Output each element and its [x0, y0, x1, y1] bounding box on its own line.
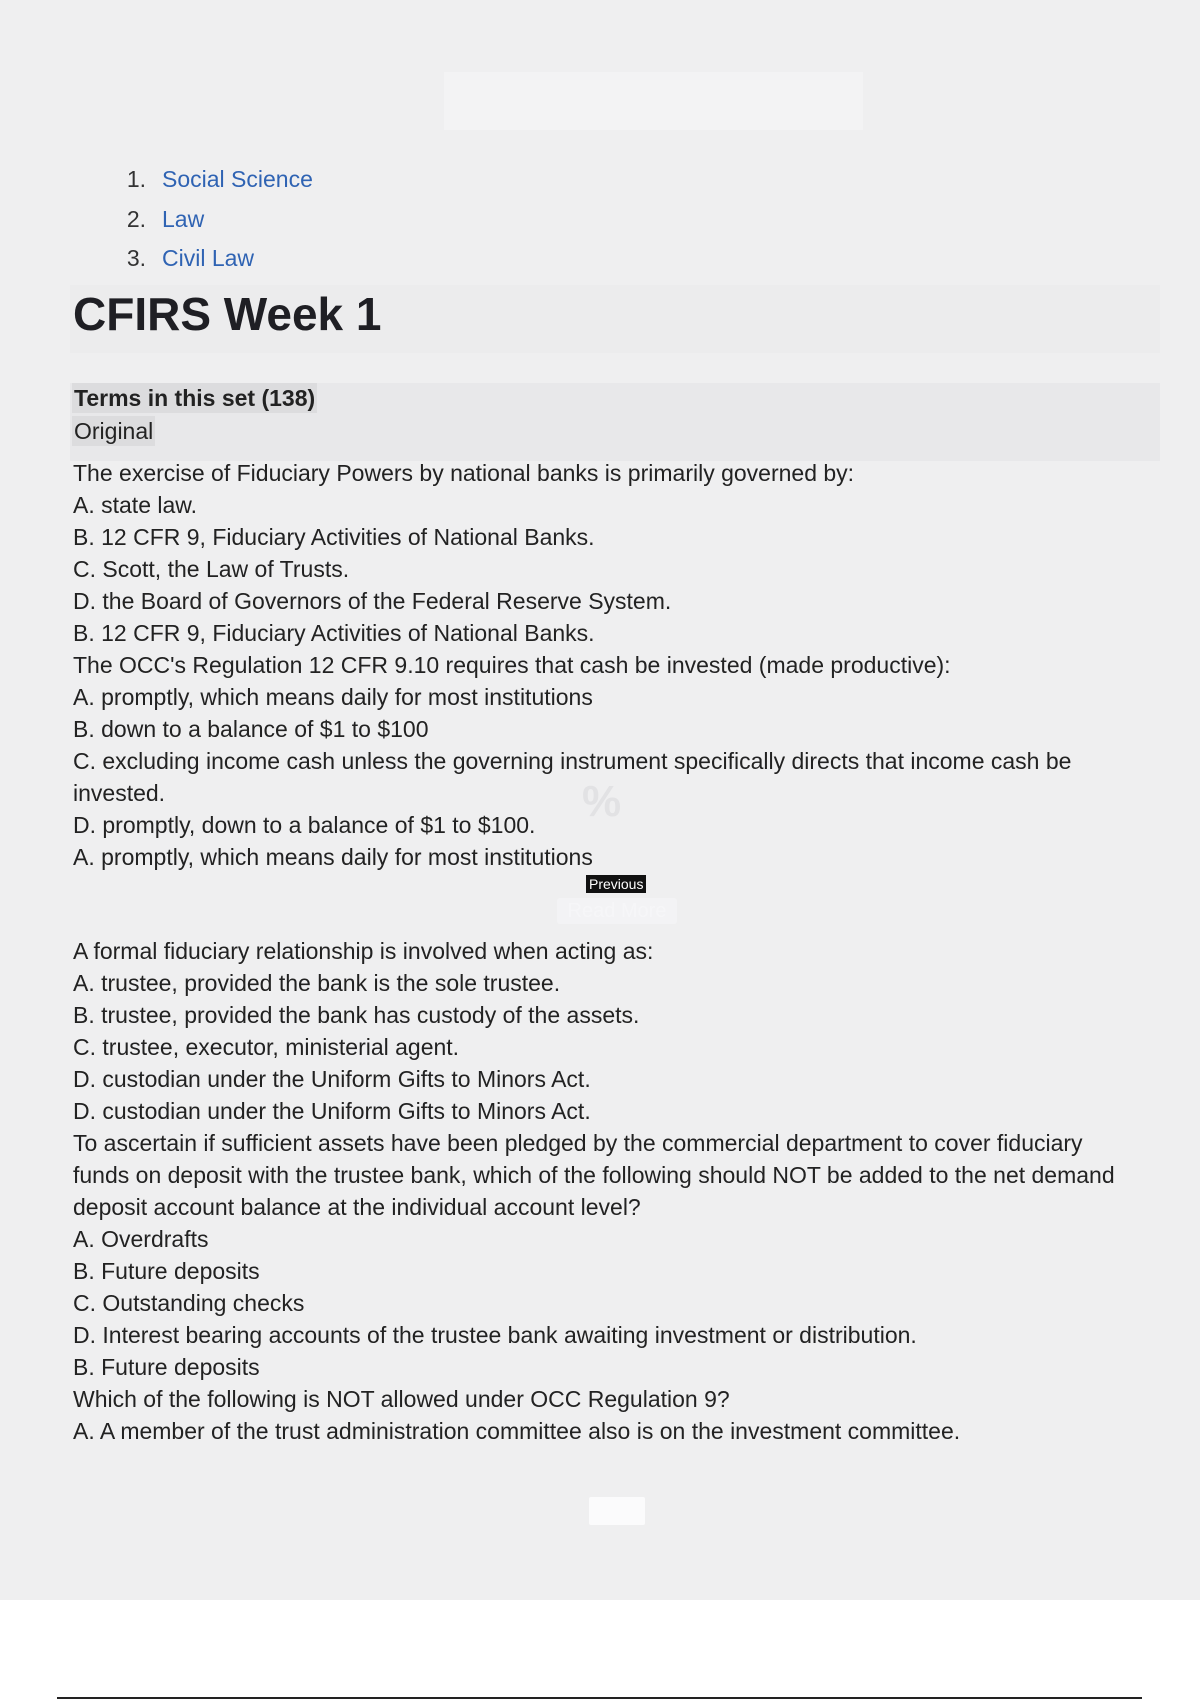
breadcrumb-number: 3.: [126, 245, 146, 271]
term-line: D. Interest bearing accounts of the trustee bank awaiting investment or distribution.: [73, 1322, 917, 1348]
breadcrumb-number: 1.: [126, 166, 146, 192]
footer-divider: [57, 1697, 1142, 1699]
term-line: Which of the following is NOT allowed under OCC Regulation 9?: [73, 1386, 730, 1412]
page-title: CFIRS Week 1: [73, 288, 382, 340]
term-line: B. Future deposits: [73, 1354, 260, 1380]
term-line: The exercise of Fiduciary Powers by national banks is primarily governed by:: [73, 460, 855, 486]
term-line: B. down to a balance of $1 to $100: [73, 716, 429, 742]
bottom-placeholder: [589, 1497, 645, 1525]
breadcrumb: [0, 160, 313, 279]
term-line: D. custodian under the Uniform Gifts to Minors Act.: [73, 1098, 591, 1124]
term-line: C. trustee, executor, ministerial agent.: [73, 1034, 460, 1060]
top-banner-placeholder: [444, 72, 863, 130]
term-line: A. A member of the trust administration committee also is on the investment committee.: [73, 1418, 961, 1444]
breadcrumb-number: 2.: [126, 205, 146, 232]
term-line: D. promptly, down to a balance of $1 to $100.: [73, 812, 536, 838]
terms-count-heading: Terms in this set (138): [74, 385, 316, 411]
breadcrumb-link-law[interactable]: Law: [162, 205, 205, 232]
term-line: B. 12 CFR 9, Fiduciary Activities of National Banks.: [73, 524, 595, 550]
breadcrumb-item-social-science: [0, 160, 313, 200]
term-line: D. custodian under the Uniform Gifts to Minors Act.: [73, 1066, 591, 1092]
breadcrumb-item-civil-law: [0, 239, 313, 279]
term-line: A. trustee, provided the bank is the sole trustee.: [73, 970, 561, 996]
term-line: A. Overdrafts: [73, 1226, 209, 1252]
term-line: B. trustee, provided the bank has custody of the assets.: [73, 1002, 640, 1028]
watermark-logo: %: [582, 777, 620, 826]
breadcrumb-item-law: [0, 200, 313, 240]
term-line: C. Scott, the Law of Trusts.: [73, 556, 350, 582]
term-line: A. promptly, which means daily for most institutions: [73, 844, 593, 870]
term-line: C. excluding income cash unless the governing instrument specifically directs that income cash be invested.: [73, 748, 1072, 806]
term-line: A. state law.: [73, 492, 198, 518]
read-more-button[interactable]: Read More: [557, 898, 677, 924]
term-line: To ascertain if sufficient assets have been pledged by the commercial department to cover fiduciary funds on deposit with the trustee bank, which of the following should NOT be added to the net demand deposit account balance at the individual account level?: [73, 1130, 1115, 1220]
term-line: D. the Board of Governors of the Federal Reserve System.: [73, 588, 672, 614]
term-line: C. Outstanding checks: [73, 1290, 305, 1316]
term-line: B. Future deposits: [73, 1258, 260, 1284]
previous-button[interactable]: Previous: [586, 875, 646, 893]
term-line: A. promptly, which means daily for most institutions: [73, 684, 593, 710]
term-line: B. 12 CFR 9, Fiduciary Activities of National Banks.: [73, 620, 595, 646]
term-line: A formal fiduciary relationship is involved when acting as:: [73, 938, 654, 964]
breadcrumb-link-social-science[interactable]: Social Science: [162, 166, 313, 192]
term-line: The OCC's Regulation 12 CFR 9.10 requires that cash be invested (made productive):: [73, 652, 951, 678]
terms-block-second: [73, 935, 1143, 1447]
original-label: Original: [74, 418, 154, 444]
breadcrumb-link-civil-law[interactable]: Civil Law: [162, 245, 255, 271]
